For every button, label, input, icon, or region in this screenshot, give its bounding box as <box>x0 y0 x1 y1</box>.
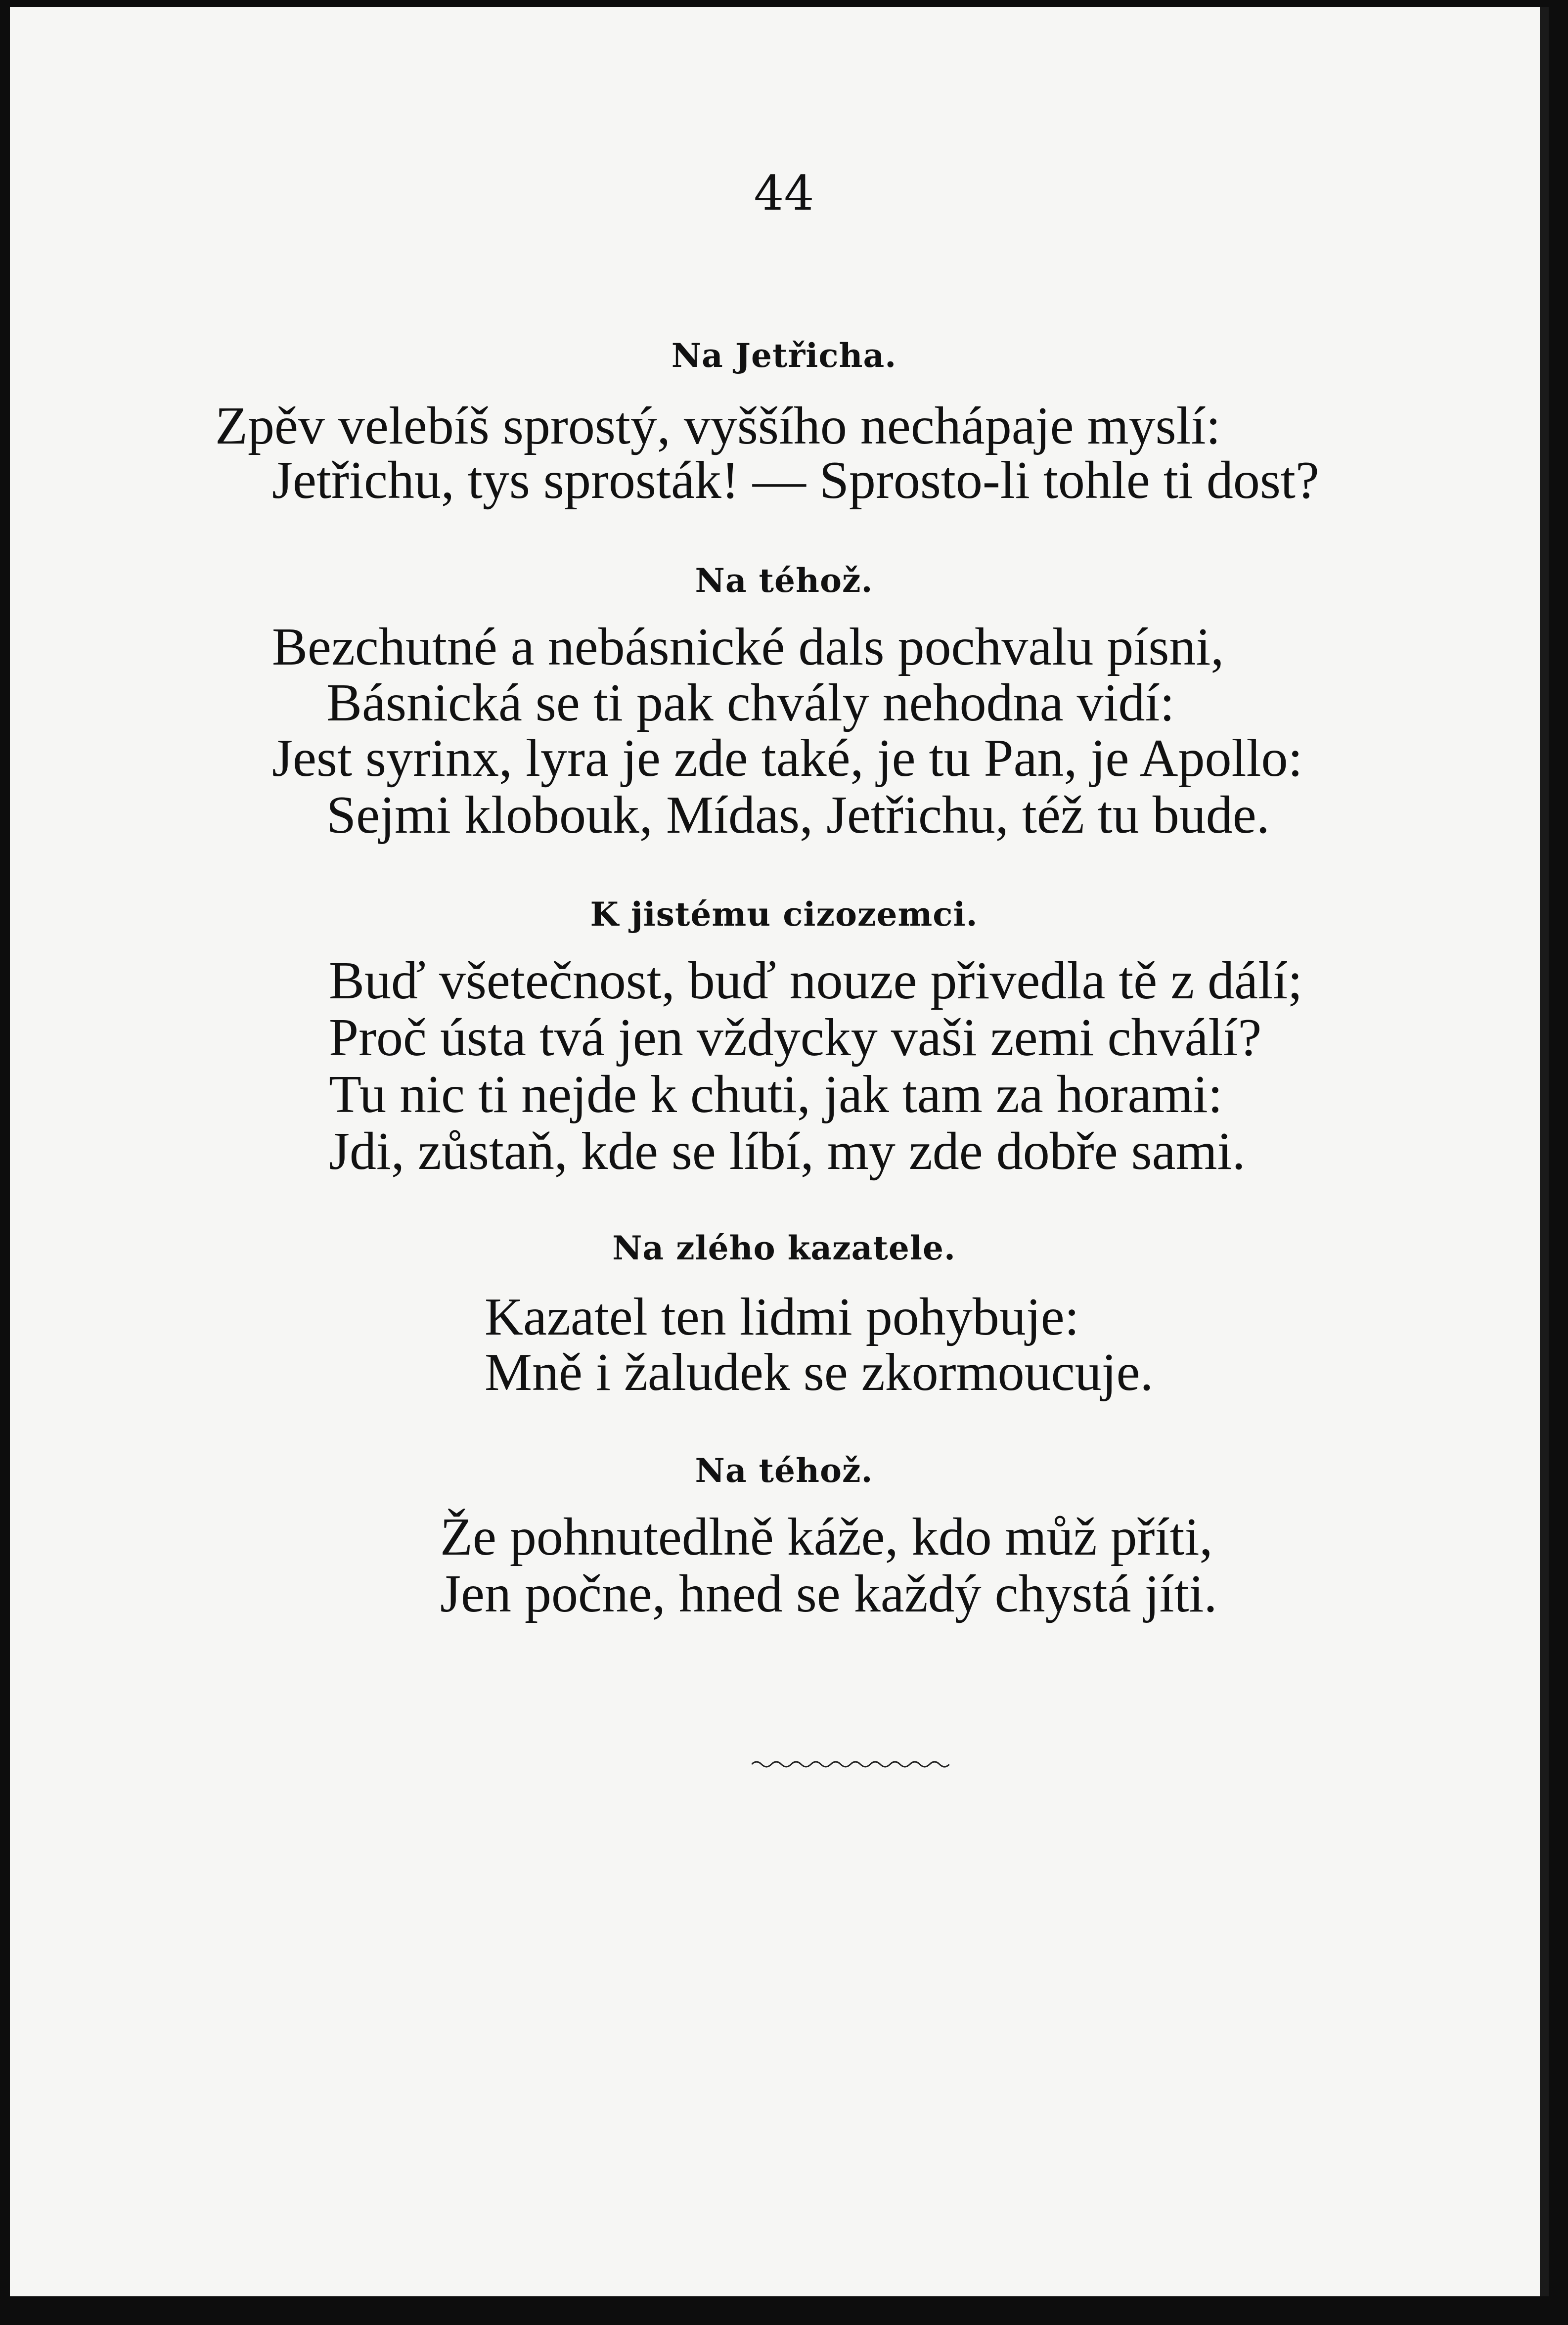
poem-title: Na Jetřicha. <box>671 336 897 375</box>
poem-line: Buď všetečnost, buď nouze přivedla tě z dálí; <box>329 951 1303 1010</box>
poem-line: Jetřichu, tys sprosták! — Sprosto-li tohle ti dost? <box>272 451 1319 510</box>
poem-line: Jdi, zůstaň, kde se líbí, my zde dobře sami. <box>329 1122 1246 1181</box>
poem-line: Zpěv velebíš sprostý, vyššího nechápaje myslí: <box>215 397 1221 455</box>
poem-line: Bezchutné a nebásnické dals pochvalu písni, <box>272 618 1224 676</box>
poem-line: Jest syrinx, lyra je zde také, je tu Pan, je Apollo: <box>272 729 1303 788</box>
poem-line: Kazatel ten lidmi pohybuje: <box>485 1288 1079 1346</box>
page-number: 44 <box>754 166 814 221</box>
poem-title: K jistému cizozemci. <box>590 895 978 934</box>
poem-line: Tu nic ti nejde k chuti, jak tam za horami: <box>329 1065 1223 1124</box>
wavy-divider-ornament <box>752 1758 949 1771</box>
poem-line: Básnická se ti pak chvály nehodna vidí: <box>326 673 1175 732</box>
poem-line: Mně i žaludek se zkormoucuje. <box>485 1343 1154 1402</box>
poem-line: Že pohnutedlně káže, kdo můž příti, <box>440 1508 1213 1566</box>
poem-line: Jen počne, hned se každý chystá jíti. <box>440 1565 1217 1623</box>
poem-title: Na téhož. <box>695 561 873 600</box>
poem-title: Na téhož. <box>695 1451 873 1490</box>
poem-title: Na zlého kazatele. <box>612 1229 956 1267</box>
poem-line: Sejmi klobouk, Mídas, Jetřichu, též tu bude. <box>326 786 1270 845</box>
poem-line: Proč ústa tvá jen vždycky vaši zemi chválí? <box>329 1008 1262 1067</box>
